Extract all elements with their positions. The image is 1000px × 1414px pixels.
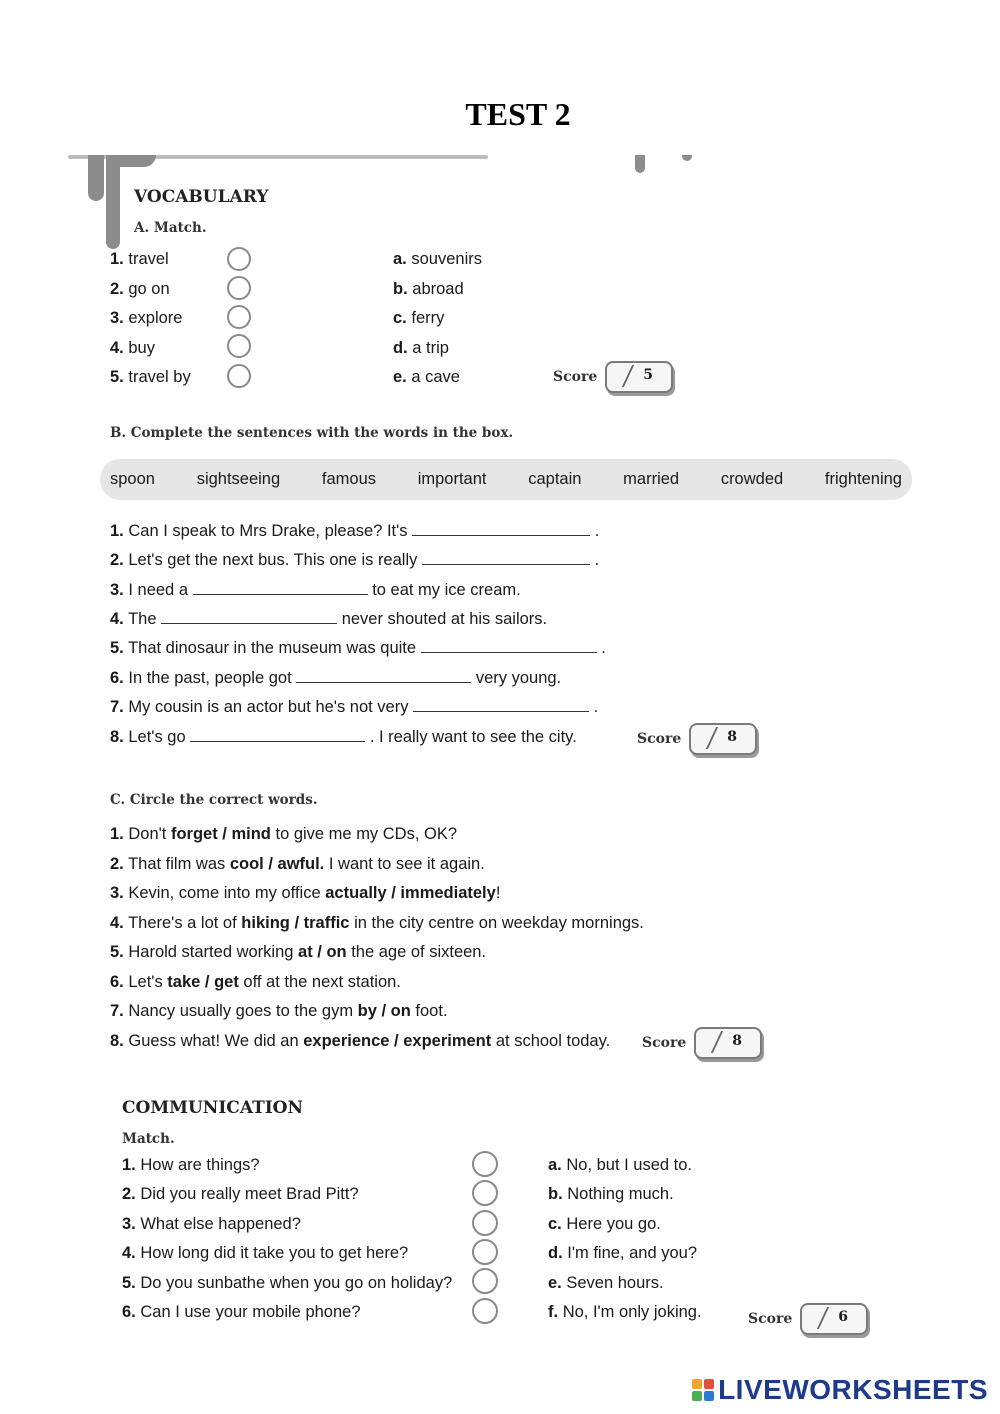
answer-circle-a5[interactable] — [227, 364, 251, 388]
sentence-c-3: 3. Kevin, come into my office actually / immediately! — [110, 884, 501, 902]
logo-square — [704, 1379, 714, 1389]
logo-text: LIVEWORKSHEETS — [718, 1374, 988, 1405]
blank-input[interactable] — [422, 550, 590, 565]
comm-right-a: a. No, but I used to. — [548, 1156, 693, 1174]
sentence-c-5: 5. Harold started working at / on the age of sixteen. — [110, 943, 487, 961]
score-box[interactable]: 6 — [800, 1303, 868, 1335]
answer-circle-comm3[interactable] — [472, 1210, 498, 1236]
comm-right-e: e. Seven hours. — [548, 1274, 664, 1292]
page-title: TEST 2 — [465, 96, 571, 132]
score-box[interactable]: 8 — [694, 1027, 762, 1059]
communication-heading: COMMUNICATION — [122, 1098, 304, 1118]
word-options[interactable]: actually / immediately — [325, 884, 496, 902]
word-options[interactable]: by / on — [357, 1002, 411, 1020]
sentence-c-6: 6. Let's take / get off at the next station. — [110, 973, 401, 991]
decorative-drip — [682, 155, 692, 161]
score-communication — [748, 1303, 868, 1335]
comm-left-1: 1. How are things? — [122, 1156, 260, 1174]
sentence-c-4: 4. There's a lot of hiking / traffic in the city centre on weekday mornings. — [110, 914, 644, 932]
part-a-instruction: A. Match. — [134, 220, 207, 236]
blank-input[interactable] — [296, 668, 471, 683]
word-box-item: frightening — [824, 470, 902, 488]
sentence-b-7: 7. My cousin is an actor but he's not very . — [110, 698, 599, 716]
blank-input[interactable] — [412, 521, 590, 536]
logo-square — [692, 1379, 702, 1389]
sentence-b-8: 8. Let's go . I really want to see the city. — [110, 728, 577, 746]
comm-left-4: 4. How long did it take you to get here? — [122, 1244, 409, 1262]
match-a-left-1: 1. travel — [110, 250, 169, 268]
answer-circle-a2[interactable] — [227, 276, 251, 300]
word-box-item: spoon — [110, 470, 155, 488]
match-a-right-b: b. abroad — [393, 280, 464, 298]
word-options[interactable]: hiking / traffic — [241, 914, 350, 932]
sentence-b-6: 6. In the past, people got very young. — [110, 669, 562, 687]
word-box-item: important — [417, 470, 487, 488]
match-a-left-4: 4. buy — [110, 339, 155, 357]
match-a-right-c: c. ferry — [393, 309, 445, 327]
score-box[interactable]: 8 — [689, 723, 757, 755]
answer-circle-a4[interactable] — [227, 334, 251, 358]
answer-circle-comm5[interactable] — [472, 1268, 498, 1294]
decorative-drip — [635, 155, 645, 173]
answer-circle-a3[interactable] — [227, 305, 251, 329]
match-a-right-a: a. souvenirs — [393, 250, 482, 268]
match-a-right-d: d. a trip — [393, 339, 449, 357]
score-b — [637, 723, 757, 755]
word-options[interactable]: take / get — [167, 973, 239, 991]
word-box-item: captain — [528, 470, 582, 488]
decorative-drip — [106, 155, 120, 249]
word-box-item: famous — [321, 470, 376, 488]
word-box-item: married — [623, 470, 680, 488]
answer-circle-comm6[interactable] — [472, 1298, 498, 1324]
comm-left-3: 3. What else happened? — [122, 1215, 301, 1233]
blank-input[interactable] — [413, 697, 589, 712]
comm-left-6: 6. Can I use your mobile phone? — [122, 1303, 361, 1321]
comm-left-2: 2. Did you really meet Brad Pitt? — [122, 1185, 359, 1203]
match-a-left-5: 5. travel by — [110, 368, 191, 386]
logo-square — [692, 1391, 702, 1401]
answer-circle-comm1[interactable] — [472, 1151, 498, 1177]
sentence-c-1: 1. Don't forget / mind to give me my CDs, OK? — [110, 825, 458, 843]
comm-right-f: f. No, I'm only joking. — [548, 1303, 702, 1321]
score-box[interactable]: 5 — [605, 361, 673, 393]
decorative-drip — [120, 155, 156, 167]
logo-mark-icon — [692, 1379, 714, 1401]
liveworksheets-logo — [692, 1374, 988, 1406]
blank-input[interactable] — [193, 580, 368, 595]
answer-circle-a1[interactable] — [227, 247, 251, 271]
word-box-item: sightseeing — [196, 470, 281, 488]
part-b-instruction: B. Complete the sentences with the words in the box. — [110, 425, 514, 441]
part-c-instruction: C. Circle the correct words. — [110, 792, 318, 808]
score-label: Score — [642, 1035, 687, 1051]
word-options[interactable]: cool / awful. — [229, 855, 325, 873]
sentence-b-1: 1. Can I speak to Mrs Drake, please? It's . — [110, 522, 600, 540]
score-label: Score — [748, 1311, 793, 1327]
score-label: Score — [553, 369, 598, 385]
comm-right-b: b. Nothing much. — [548, 1185, 674, 1203]
score-label: Score — [637, 731, 682, 747]
comm-right-c: c. Here you go. — [548, 1215, 661, 1233]
sentence-c-2: 2. That film was cool / awful. I want to see it again. — [110, 855, 485, 873]
word-box-item: crowded — [720, 470, 784, 488]
blank-input[interactable] — [161, 609, 337, 624]
match-a-left-2: 2. go on — [110, 280, 170, 298]
word-options[interactable]: at / on — [298, 943, 347, 961]
communication-instruction: Match. — [122, 1131, 175, 1147]
sentence-b-5: 5. That dinosaur in the museum was quite . — [110, 639, 606, 657]
match-a-right-e: e. a cave — [393, 368, 460, 386]
answer-circle-comm2[interactable] — [472, 1180, 498, 1206]
comm-right-d: d. I'm fine, and you? — [548, 1244, 697, 1262]
logo-square — [704, 1391, 714, 1401]
comm-left-5: 5. Do you sunbathe when you go on holiday? — [122, 1274, 453, 1292]
answer-circle-comm4[interactable] — [472, 1239, 498, 1265]
blank-input[interactable] — [421, 638, 597, 653]
sentence-b-3: 3. I need a to eat my ice cream. — [110, 581, 521, 599]
score-c — [642, 1027, 762, 1059]
vocabulary-heading: VOCABULARY — [134, 187, 269, 207]
sentence-c-8: 8. Guess what! We did an experience / experiment at school today. — [110, 1032, 611, 1050]
decorative-drip — [88, 155, 104, 201]
sentence-c-7: 7. Nancy usually goes to the gym by / on foot. — [110, 1002, 448, 1020]
sentence-b-4: 4. The never shouted at his sailors. — [110, 610, 548, 628]
word-options[interactable]: experience / experiment — [303, 1032, 492, 1050]
word-options[interactable]: forget / mind — [170, 825, 271, 843]
score-a — [553, 361, 673, 393]
blank-input[interactable] — [190, 727, 365, 742]
sentence-b-2: 2. Let's get the next bus. This one is really . — [110, 551, 600, 569]
match-a-left-3: 3. explore — [110, 309, 183, 327]
word-box — [100, 459, 912, 500]
